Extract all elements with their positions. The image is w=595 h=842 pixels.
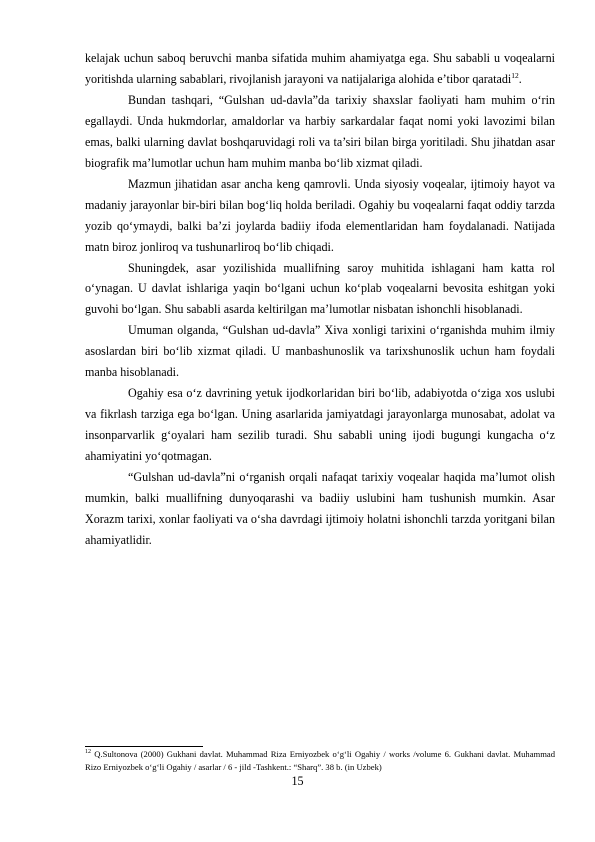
footnote-divider xyxy=(85,746,203,747)
paragraph-1 xyxy=(85,48,555,90)
paragraph-3: Mazmun jihatidan asar ancha keng qamrovli. Unda siyosiy voqealar, ijtimoiy hayot va madaniy jarayonlar bir-biri bilan bog‘liq holda beriladi. Ogahiy bu voqealarni faqat oddiy tarzda yozib qo‘ymaydi, balki ba’zi joylarda badiiy ifoda elementlaridan ham foydalanadi. Natijada matn biroz jonliroq va tushunarliroq bo‘lib chiqadi. xyxy=(85,176,555,254)
paragraph-7: “Gulshan ud-davla”ni o‘rganish orqali nafaqat tarixiy voqealar haqida ma’lumot olish mumkin, balki muallifning dunyoqarashi va badiiy uslubini ham tushunish mumkin. Asar Xorazm tarixi, xonlar faoliyati va o‘sha davrdagi ijtimoiy holatni ishonchli tarzda yoritgani bilan ahamiyatlidir. xyxy=(85,470,555,547)
page-number: 15 xyxy=(291,774,304,788)
paragraph-5: Umuman olganda, “Gulshan ud-davla” Xiva xonligi tarixini o‘rganishda muhim ilmiy asoslardan biri bo‘lib xizmat qiladi. U manbashunoslik va tarixshunoslik uchun ham foydali manba hisoblanadi. xyxy=(85,323,555,380)
paragraph-4: Shuningdek, asar yozilishida muallifning saroy muhitida ishlagani ham katta rol o‘ynagan. U davlat ishlariga yaqin bo‘lgani uchun ko‘plab voqealarni bevosita eshitgan yoki guvohi bo‘lgan. Shu sababli asarda keltirilgan ma’lumotlar nisbatan ishonchli hisoblanadi. xyxy=(85,260,555,317)
paragraph-6: Ogahiy esa o‘z davrining yetuk ijodkorlaridan biri bo‘lib, adabiyotda o‘ziga xos uslubi va fikrlash tarziga ega bo‘lgan. Uning asarlarida jamiyatdagi jarayonlarga munosabat, adolat va insonparvarlik g‘oyalari ham sezilib turadi. Shu sababli uning ijodi bugungi kungacha o‘z ahamiyatini yo‘qotmagan. xyxy=(85,386,555,464)
footnote-text: Q.Sultonova (2000) Gukhani davlat. Muhammad Riza Erniyozbek o‘g‘li Ogahiy / works /volume 6. Gukhani davlat. Muhammad Rizo Erniyozbek o‘g‘li Ogahiy / asarlar / 6 - jild -Tashkent.: “Sharq”. 38 b. (in Uzbek) xyxy=(85,749,555,772)
footnote-reference: 12 xyxy=(511,70,519,80)
paragraph-1-text: kelajak uchun saboq beruvchi manba sifatida muhim ahamiyatga ega. Shu sababli u voqealarni yoritishda ularning sabablari, rivojlanish jarayoni va natijalariga alohida e’tibor qaratadi xyxy=(85,51,555,86)
paragraph-2: Bundan tashqari, “Gulshan ud-davla”da tarixiy shaxslar faoliyati ham muhim o‘rin egallaydi. Unda hukmdorlar, amaldorlar va harbiy sarkardalar faqat nomi yoki lavozimi bilan emas, balki ularning davlat boshqaruvidagi roli va ta’siri bilan birga yoritiladi. Shu jihatdan asar biografik ma’lumotlar uchun ham muhim manba bo‘lib xizmat qiladi. xyxy=(85,92,555,170)
footnote xyxy=(85,748,555,773)
footnote-number: 12 xyxy=(85,749,91,756)
paragraph-1-suffix: . xyxy=(518,71,522,86)
body-text xyxy=(85,48,555,551)
